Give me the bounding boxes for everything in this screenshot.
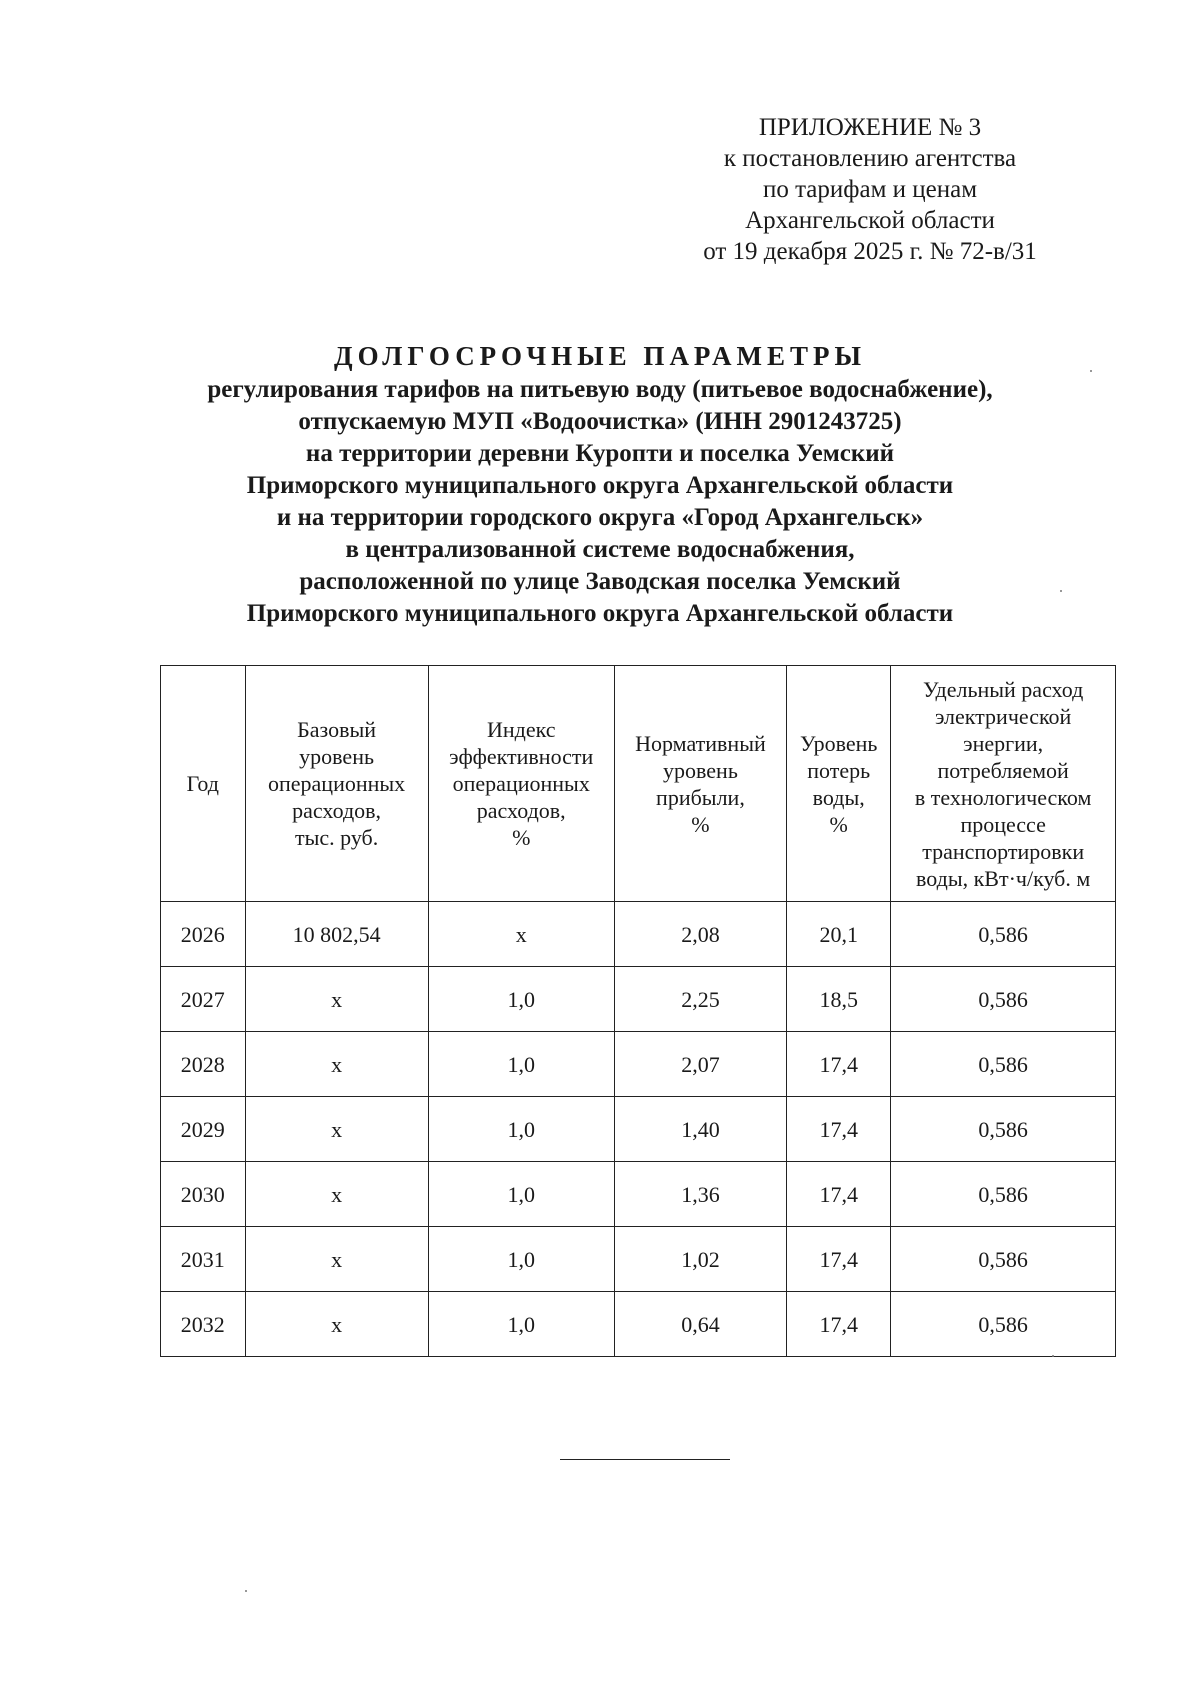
document-title bbox=[150, 338, 1050, 630]
header-efficiency-index: Индекс эффективности операционных расходов, % bbox=[428, 666, 614, 902]
table-row bbox=[161, 1292, 1116, 1357]
title-heading: ДОЛГОСРОЧНЫЕ ПАРАМЕТРЫ bbox=[334, 341, 866, 371]
appendix-number: ПРИЛОЖЕНИЕ № 3 bbox=[758, 114, 982, 141]
header-base-opex: Базовый уровень операционных расходов, тыс. руб. bbox=[245, 666, 428, 902]
table-row bbox=[161, 1162, 1116, 1227]
cell-base-opex: 10 802,54 bbox=[245, 902, 428, 967]
cell-year: 2027 bbox=[161, 967, 246, 1032]
appendix-date: от 19 декабря 2025 г. № 72-в/31 bbox=[703, 238, 1037, 265]
cell-efficiency-index: х bbox=[428, 902, 614, 967]
cell-profit-level: 2,08 bbox=[614, 902, 786, 967]
scan-speck bbox=[1060, 590, 1062, 592]
cell-efficiency-index: 1,0 bbox=[428, 1032, 614, 1097]
appendix-reference: к постановлению агентства bbox=[723, 145, 1017, 172]
header-year: Год bbox=[161, 666, 246, 902]
cell-efficiency-index: 1,0 bbox=[428, 1162, 614, 1227]
cell-efficiency-index: 1,0 bbox=[428, 1227, 614, 1292]
title-line: отпускаемую МУП «Водоочистка» (ИНН 2901243725) bbox=[298, 408, 902, 435]
header-energy-consumption: Удельный расход электрической энергии, потребляемой в технологическом процессе транспортировки воды, кВт·ч/куб. м bbox=[891, 666, 1116, 902]
scan-speck bbox=[1052, 1355, 1054, 1357]
cell-profit-level: 2,25 bbox=[614, 967, 786, 1032]
cell-profit-level: 1,40 bbox=[614, 1097, 786, 1162]
cell-energy-consumption: 0,586 bbox=[891, 1097, 1116, 1162]
scan-speck bbox=[245, 1590, 247, 1592]
cell-water-loss: 17,4 bbox=[787, 1227, 891, 1292]
cell-year: 2026 bbox=[161, 902, 246, 967]
table-row bbox=[161, 1097, 1116, 1162]
table-row bbox=[161, 902, 1116, 967]
closing-divider bbox=[560, 1459, 730, 1460]
cell-profit-level: 1,02 bbox=[614, 1227, 786, 1292]
cell-efficiency-index: 1,0 bbox=[428, 1097, 614, 1162]
header-water-loss: Уровень потерь воды, % bbox=[787, 666, 891, 902]
cell-base-opex: х bbox=[245, 967, 428, 1032]
title-line: Приморского муниципального округа Архангельской области bbox=[246, 472, 954, 499]
cell-water-loss: 17,4 bbox=[787, 1162, 891, 1227]
cell-base-opex: х bbox=[245, 1162, 428, 1227]
cell-profit-level: 2,07 bbox=[614, 1032, 786, 1097]
cell-energy-consumption: 0,586 bbox=[891, 902, 1116, 967]
cell-water-loss: 17,4 bbox=[787, 1032, 891, 1097]
cell-energy-consumption: 0,586 bbox=[891, 967, 1116, 1032]
cell-base-opex: х bbox=[245, 1097, 428, 1162]
cell-water-loss: 20,1 bbox=[787, 902, 891, 967]
cell-base-opex: х bbox=[245, 1227, 428, 1292]
cell-year: 2031 bbox=[161, 1227, 246, 1292]
cell-water-loss: 17,4 bbox=[787, 1097, 891, 1162]
header-profit-level: Нормативный уровень прибыли, % bbox=[614, 666, 786, 902]
title-line: регулирования тарифов на питьевую воду (питьевое водоснабжение), bbox=[207, 376, 993, 403]
cell-efficiency-index: 1,0 bbox=[428, 967, 614, 1032]
appendix-agency: по тарифам и ценам bbox=[762, 176, 978, 203]
table-row bbox=[161, 1032, 1116, 1097]
table-header-row bbox=[161, 666, 1116, 902]
scan-speck bbox=[1090, 370, 1092, 372]
title-line: расположенной по улице Заводская поселка Уемский bbox=[299, 568, 901, 595]
title-line: на территории деревни Куропти и поселка Уемский bbox=[305, 440, 895, 467]
table-row bbox=[161, 967, 1116, 1032]
cell-efficiency-index: 1,0 bbox=[428, 1292, 614, 1357]
parameters-table bbox=[160, 665, 1116, 1357]
cell-profit-level: 1,36 bbox=[614, 1162, 786, 1227]
cell-year: 2032 bbox=[161, 1292, 246, 1357]
cell-base-opex: х bbox=[245, 1292, 428, 1357]
cell-year: 2028 bbox=[161, 1032, 246, 1097]
appendix-block bbox=[660, 112, 1080, 267]
cell-energy-consumption: 0,586 bbox=[891, 1162, 1116, 1227]
cell-energy-consumption: 0,586 bbox=[891, 1292, 1116, 1357]
title-line: в централизованной системе водоснабжения, bbox=[345, 536, 855, 563]
cell-profit-level: 0,64 bbox=[614, 1292, 786, 1357]
cell-water-loss: 18,5 bbox=[787, 967, 891, 1032]
title-line: и на территории городского округа «Город Архангельск» bbox=[276, 504, 924, 531]
cell-base-opex: х bbox=[245, 1032, 428, 1097]
cell-water-loss: 17,4 bbox=[787, 1292, 891, 1357]
cell-energy-consumption: 0,586 bbox=[891, 1227, 1116, 1292]
cell-year: 2030 bbox=[161, 1162, 246, 1227]
title-line: Приморского муниципального округа Архангельской области bbox=[246, 600, 954, 627]
table-row bbox=[161, 1227, 1116, 1292]
cell-year: 2029 bbox=[161, 1097, 246, 1162]
cell-energy-consumption: 0,586 bbox=[891, 1032, 1116, 1097]
appendix-region: Архангельской области bbox=[745, 207, 995, 234]
